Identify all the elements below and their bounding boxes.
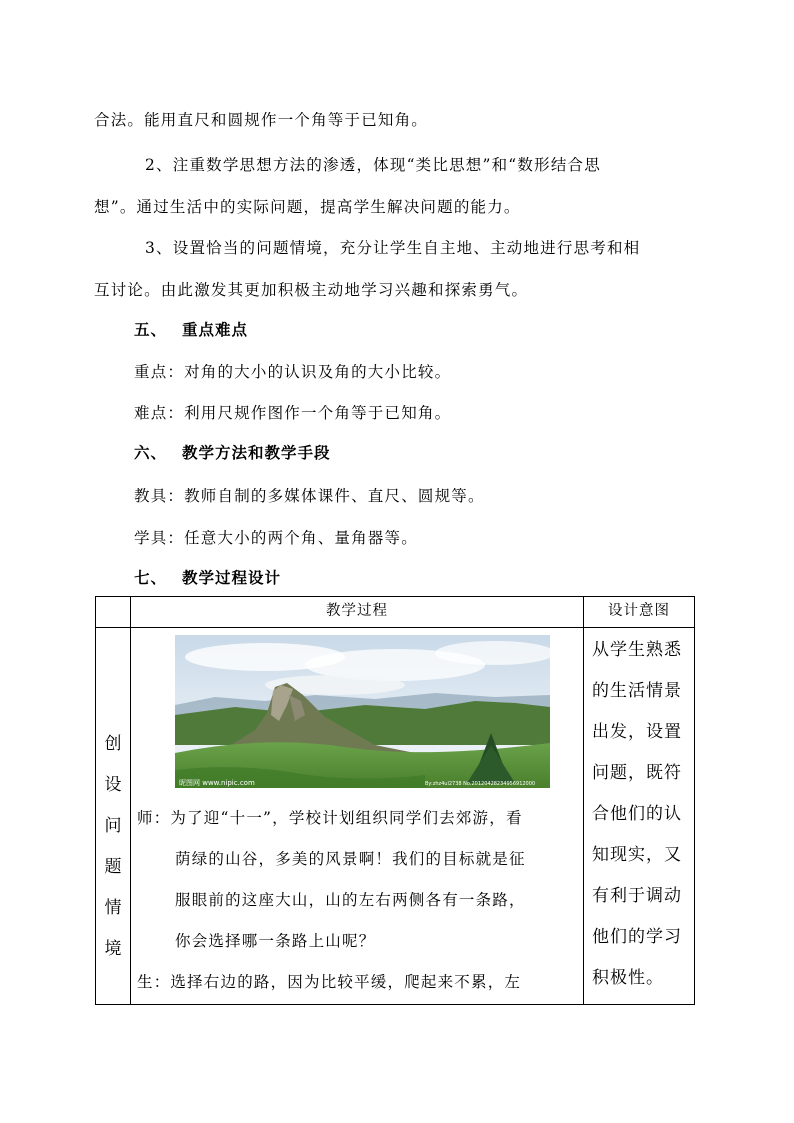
stage-char: 情 [104,898,122,918]
intent-line: 的生活情景 [592,681,682,701]
process-line: 荫绿的山谷，多美的风景啊！我们的目标就是征 [175,850,526,868]
stage-char: 问 [104,816,122,836]
intro-line: 互讨论。由此激发其更加积极主动地学习兴趣和探索勇气。 [94,281,529,299]
section-title: 教学方法和教学手段 [182,444,331,462]
intro-line: 想”。通过生活中的实际问题，提高学生解决问题的能力。 [94,198,521,216]
section-number: 七、 [134,569,168,587]
header-process: 教学过程 [131,597,584,628]
section-number: 五、 [134,321,168,339]
teaching-process-table [95,596,695,1005]
section-title: 重点难点 [182,321,249,339]
intent-line: 他们的学习 [592,927,682,947]
difficulty: 难点：利用尺规作图作一个角等于已知角。 [134,404,452,422]
process-line: 师：为了迎“十一”，学校计划组织同学们去郊游，看 [137,809,523,827]
section-number: 六、 [134,444,168,462]
process-line: 你会选择哪一条路上山呢？ [175,932,376,950]
process-cell [131,628,584,1005]
header-intent: 设计意图 [584,597,695,628]
process-line: 生：选择右边的路，因为比较平缓，爬起来不累，左 [137,973,522,991]
intent-cell [584,628,695,1005]
watermark-right: By:zhz4ul2738 No.20120428234956912000 [425,781,536,787]
section-heading [134,566,281,588]
table-row [96,628,695,1005]
table-header-row [96,597,695,628]
intent-line: 积极性。 [592,968,664,988]
stage-char: 设 [104,775,122,795]
key-point: 重点：对角的大小的认识及角的大小比较。 [134,363,452,381]
stage-char: 创 [104,734,122,754]
stage-char: 题 [104,857,122,877]
intent-line: 知现实，又 [592,845,682,865]
student-tools: 学具：任意大小的两个角、量角器等。 [134,529,418,547]
process-line: 服眼前的这座大山，山的左右两侧各有一条路， [175,891,526,909]
intro-line: 2、注重数学思想方法的渗透，体现“类比思想”和“数形结合思 [145,156,601,174]
section-title: 教学过程设计 [182,569,282,587]
teacher-tools: 教具：教师自制的多媒体课件、直尺、圆规等。 [134,487,485,505]
intent-line: 合他们的认 [592,804,682,824]
intent-line: 问题，既符 [592,763,682,783]
section-heading [134,318,248,340]
intent-line: 从学生熟悉 [592,640,682,660]
stage-cell [96,628,131,1005]
intro-line: 合法。能用直尺和圆规作一个角等于已知角。 [94,111,429,129]
stage-char: 境 [104,939,122,959]
intent-line: 出发，设置 [592,722,682,742]
intro-line: 3、设置恰当的问题情境，充分让学生自主地、主动地进行思考和相 [145,239,641,257]
intent-line: 有利于调动 [592,886,682,906]
watermark-left: 昵图网 www.nipic.com [179,779,255,787]
header-empty-cell [96,597,131,628]
mountain-photo [175,635,550,788]
section-heading [134,441,331,463]
